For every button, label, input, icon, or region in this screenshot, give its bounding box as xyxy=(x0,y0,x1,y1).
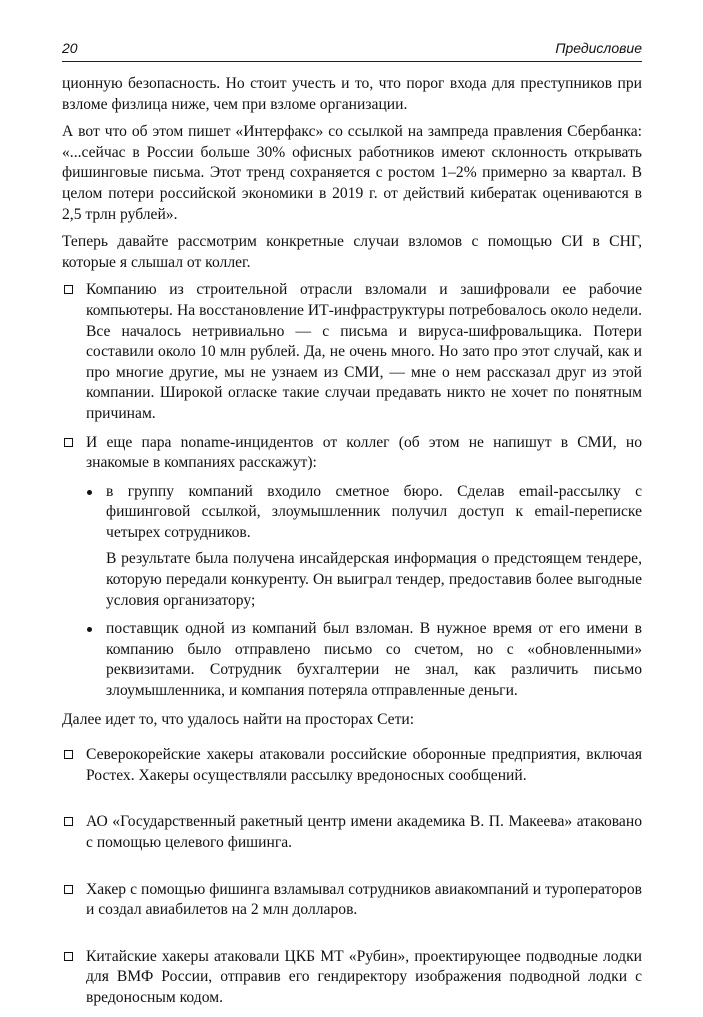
paragraph: Теперь давайте рассмотрим конкретные случаи взломов с помощью СИ в СНГ, которые я слышал от коллег. xyxy=(62,233,642,271)
list-item-text: Компанию из строительной отрасли взломали и зашифровали ее рабочие компьютеры. На восстановление ИТ-инфраструктуры потребовалось около недели. Все началось нетривиально — с письма и вируса-шифровальщика. Потери составили около 10 млн рублей. Да, не очень много. Но зато про этот случай, как и про многие другие, мы не узнаем из СМИ, — мне о нем рассказал друг из этой компании. Широкой огласке такие случаи предавать никто не хочет по понятным причинам. xyxy=(86,281,642,422)
list-item-text: АО «Государственный ракетный центр имени академика В. П. Макеева» атаковано с помощью целевого фишинга. xyxy=(86,813,642,851)
sub-list-item xyxy=(62,482,642,612)
list-item-text: И еще пара noname-инцидентов от коллег (об этом не напишут в СМИ, но знакомые в компаниях расскажут): xyxy=(86,433,642,472)
list-item-text: Северокорейские хакеры атаковали российские оборонные предприятия, включая Ростех. Хакеры осуществляли рассылку вредоносных сообщений. xyxy=(86,746,642,784)
running-head xyxy=(62,40,642,62)
list-item xyxy=(62,947,642,1009)
page-body xyxy=(62,74,642,1017)
list-item xyxy=(62,880,642,921)
bullet-dot-icon xyxy=(87,627,92,632)
list-item-text: Хакер с помощью фишинга взламывал сотрудников авиакомпаний и туроператоров и создал авиабилетов на 2 млн долларов. xyxy=(86,880,642,919)
checkbox-bullet-icon xyxy=(64,817,73,826)
checkbox-bullet-icon xyxy=(64,885,73,894)
paragraph: А вот что об этом пишет «Интерфакс» со ссылкой на зампреда правления Сбербанка: «...сейчас в России больше 30% офисных работников имеют склонность открывать фишинговые письма. Этот тренд сохраняется с ростом 1–2% примерно за квартал. В целом потери российской экономики в 2019 г. от действий кибератак оцениваются в 2,5 трлн рублей». xyxy=(62,123,642,223)
list-item xyxy=(62,745,642,786)
checkbox-bullet-icon xyxy=(64,438,73,447)
bullet-dot-icon xyxy=(87,490,92,495)
checkbox-bullet-icon xyxy=(64,750,73,759)
sub-list-item-text: поставщик одной из компаний был взломан. В нужное время от его имени в компанию было отправлено письмо со счетом, но с «обновленными» реквизитами. Сотрудник бухгалтерии не знал, как различить письмо злоумышленника, и компания потеряла отправленные деньги. xyxy=(106,620,642,700)
section-title: Предисловие xyxy=(555,40,642,56)
header-rule xyxy=(62,61,642,62)
case-list xyxy=(62,280,642,473)
checkbox-bullet-icon xyxy=(64,952,73,961)
sub-list-item-text: в группу компаний входило сметное бюро. Сделав email-рассылку с фишинговой ссылкой, злоумышленник получил доступ к email-переписке четырех сотрудников. xyxy=(106,482,642,541)
paragraph: Далее идет то, что удалось найти на просторах Сети: xyxy=(62,710,415,728)
list-item xyxy=(62,280,642,424)
list-item-text: Китайские хакеры атаковали ЦКБ МТ «Рубин», проектирующее подводные лодки для ВМФ России, отправив его гендиректору изображения подводной лодки с вредоносным кодом. xyxy=(86,947,642,1006)
checkbox-bullet-icon xyxy=(64,285,73,294)
page-number: 20 xyxy=(62,40,78,56)
list-item xyxy=(62,433,642,474)
list-item xyxy=(62,812,642,853)
sub-list-item xyxy=(62,619,642,701)
sub-list-item-text: В результате была получена инсайдерская информация о предстоящем тендере, которую передали конкуренту. Он выиграл тендер, предоставив более выгодные условия организатору; xyxy=(106,550,642,609)
paragraph: ционную безопасность. Но стоит учесть и то, что порог входа для преступников при взломе физлица ниже, чем при взломе организации. xyxy=(62,75,642,113)
